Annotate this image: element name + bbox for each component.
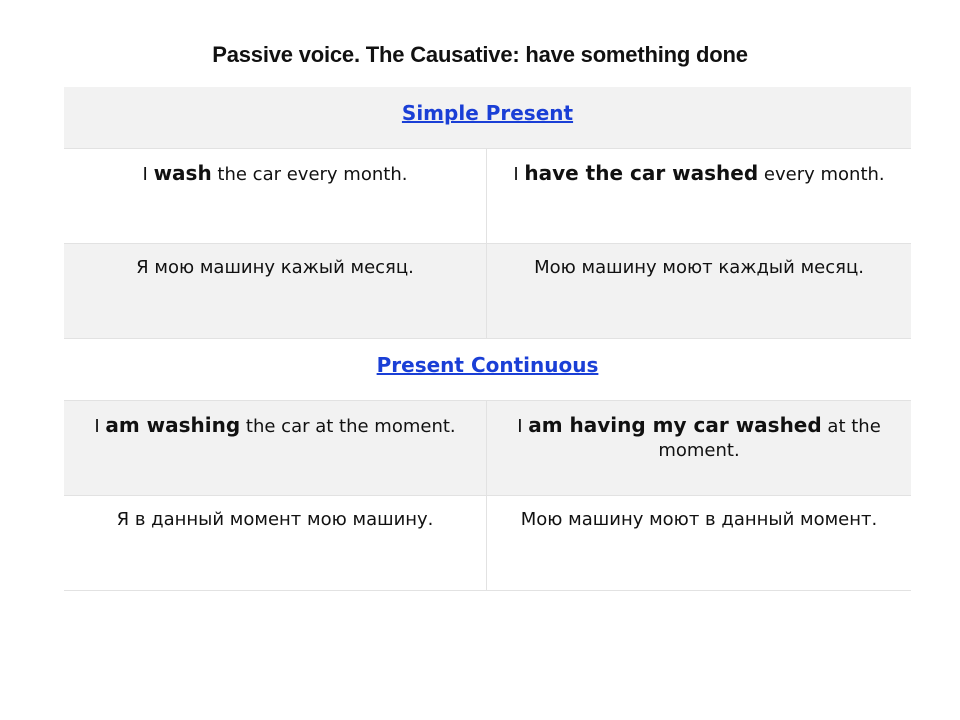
russian-translation-row	[64, 496, 911, 591]
active-translation-cell	[64, 496, 487, 590]
translation-text: Мою машину моют каждый месяц.	[534, 257, 864, 278]
simple-present-link[interactable]: Simple Present	[401, 101, 574, 125]
active-example-cell	[64, 401, 487, 495]
sentence-end: the car every month.	[211, 164, 408, 185]
russian-translation-row	[64, 244, 911, 339]
section-header-row	[64, 87, 911, 149]
sentence-end: the car at the moment.	[240, 416, 456, 437]
verb-phrase: am having my car washed	[528, 413, 822, 437]
sentence-start: I	[94, 416, 106, 437]
causative-example-cell	[487, 401, 911, 495]
causative-translation-cell	[487, 496, 911, 590]
sentence-start: I	[142, 164, 154, 185]
page-title: Passive voice. The Causative: have something done	[212, 42, 748, 67]
causative-example-cell	[487, 149, 911, 243]
sentence-start: I	[513, 164, 525, 185]
translation-text: Я мою машину кажый месяц.	[136, 257, 414, 278]
grammar-table	[64, 87, 911, 591]
english-example-row	[64, 401, 911, 496]
translation-text: Я в данный момент мою машину.	[116, 509, 434, 530]
translation-text: Мою машину моют в данный момент.	[520, 509, 878, 530]
present-continuous-link[interactable]: Present Continuous	[376, 353, 599, 377]
sentence-start: I	[517, 416, 529, 437]
verb-phrase: have the car washed	[524, 161, 759, 185]
causative-translation-cell	[487, 244, 911, 338]
active-example-cell	[64, 149, 487, 243]
active-translation-cell	[64, 244, 487, 338]
section-header-row	[64, 339, 911, 401]
verb-phrase: wash	[153, 161, 212, 185]
english-example-row	[64, 149, 911, 244]
sentence-end: every month.	[758, 164, 885, 185]
verb-phrase: am washing	[105, 413, 241, 437]
sentence-end: at the moment.	[658, 416, 881, 461]
